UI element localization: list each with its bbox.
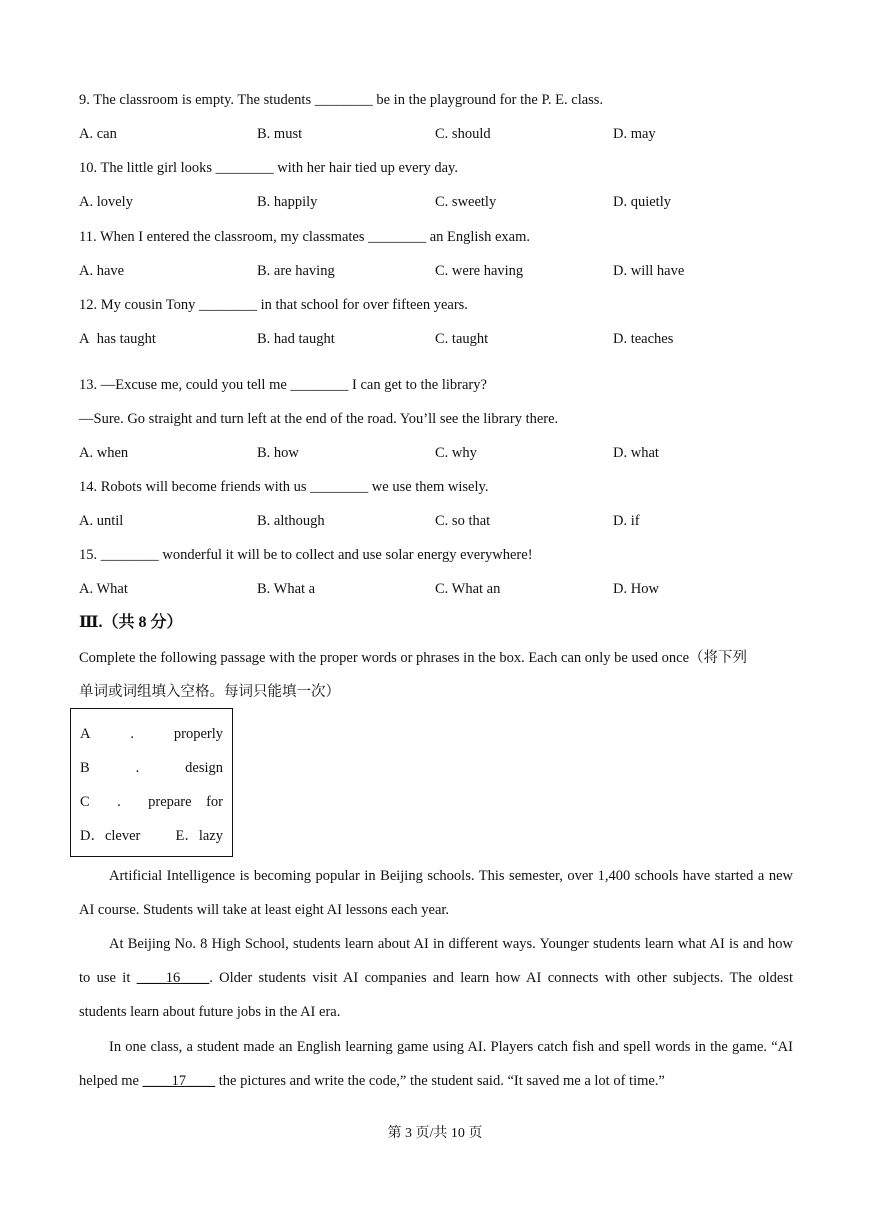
q9-option-c: C. should	[435, 126, 491, 142]
word-box-row-d-e	[80, 827, 223, 845]
blank-16: ____16____	[136, 970, 210, 986]
q14-option-a: A. until	[79, 513, 124, 529]
word-box-row-a	[80, 725, 223, 743]
q10-option-b: B. happily	[257, 194, 318, 210]
word-box-row-b	[80, 759, 223, 777]
q13-option-a: A. when	[79, 445, 129, 461]
q11-option-d: D. will have	[613, 263, 685, 279]
word-box-dot: .	[135, 760, 140, 776]
q13-option-d: D. what	[613, 445, 659, 461]
q9-option-d: D. may	[613, 126, 656, 142]
blank-17: ____17____	[142, 1073, 216, 1089]
passage-text: At Beijing No. 8 High School, students learn about AI in different ways. Younger students learn what AI is and how to use it	[79, 936, 793, 986]
q11-option-a: A. have	[79, 263, 125, 279]
word-box-dot: .	[130, 726, 134, 742]
q12-option-a: A has taught	[79, 331, 156, 347]
passage-paragraph-3	[79, 1030, 793, 1098]
q15-option-a: A. What	[79, 581, 128, 597]
passage-text: the pictures and write the code,” the student said. “It saved me a lot of time.”	[215, 1073, 665, 1089]
q14-option-b: B. although	[257, 513, 325, 529]
word-box-word: properly	[173, 726, 223, 742]
q10-option-d: D. quietly	[613, 194, 671, 210]
section-3-instruction-line-1: Complete the following passage with the proper words or phrases in the box. Each can only be used once（将下列	[79, 650, 748, 666]
q12-option-c: C. taught	[435, 331, 489, 347]
q9-option-a: A. can	[79, 126, 117, 142]
word-box-word: E．lazy	[175, 828, 223, 844]
word-box-row-c	[80, 793, 223, 811]
q14-option-d: D. if	[613, 513, 640, 529]
passage-text: . Older students visit AI companies and learn how AI connects with other subjects. The oldest students learn about future jobs in the AI era.	[79, 970, 793, 1020]
q15-option-d: D. How	[613, 581, 659, 597]
q13-option-b: B. how	[257, 445, 299, 461]
passage-paragraph-1: Artificial Intelligence is becoming popular in Beijing schools. This semester, over 1,400 schools have started a new AI course. Students will take at least eight AI lessons each year.	[79, 868, 793, 918]
question-15-stem: 15. ________ wonderful it will be to collect and use solar energy everywhere!	[79, 547, 533, 563]
passage-text: In one class, a student made an English learning game using AI. Players catch fish and spell words in the game. “AI helped me	[79, 1039, 793, 1089]
question-11-stem: 11. When I entered the classroom, my classmates ________ an English exam.	[79, 229, 531, 245]
q15-option-b: B. What a	[257, 581, 316, 597]
page-footer: 第 3 页/共 10 页	[387, 1126, 483, 1141]
q10-option-c: C. sweetly	[435, 194, 497, 210]
q12-option-b: B. had taught	[257, 331, 335, 347]
section-3-heading: Ⅲ.（共 8 分）	[79, 614, 183, 631]
question-9-stem: 9. The classroom is empty. The students ________ be in the playground for the P. E. class.	[79, 92, 604, 108]
passage-paragraph-2	[79, 927, 793, 1029]
q15-option-c: C. What an	[435, 581, 501, 597]
word-box	[70, 708, 233, 857]
q9-option-b: B. must	[257, 126, 303, 142]
word-box-word: design	[185, 760, 223, 776]
word-box-word: prepare for	[148, 794, 223, 810]
question-13-response: —Sure. Go straight and turn left at the end of the road. You’ll see the library there.	[79, 411, 559, 427]
q14-option-c: C. so that	[435, 513, 491, 529]
section-3-instruction-line-2: 单词或词组填入空格。每词只能填一次）	[79, 684, 340, 700]
word-box-letter: D．clever	[80, 828, 141, 844]
q11-option-b: B. are having	[257, 263, 335, 279]
word-box-letter: C	[80, 794, 90, 810]
word-box-letter: B	[80, 760, 90, 776]
q10-option-a: A. lovely	[79, 194, 133, 210]
question-14-stem: 14. Robots will become friends with us ________ we use them wisely.	[79, 479, 489, 495]
question-13-stem: 13. —Excuse me, could you tell me ________ I can get to the library?	[79, 377, 487, 393]
word-box-dot: .	[117, 794, 121, 810]
q12-option-d: D. teaches	[613, 331, 674, 347]
question-10-stem: 10. The little girl looks ________ with her hair tied up every day.	[79, 160, 458, 176]
question-12-stem: 12. My cousin Tony ________ in that school for over fifteen years.	[79, 297, 468, 313]
q13-option-c: C. why	[435, 445, 477, 461]
word-box-letter: A	[80, 726, 91, 742]
q11-option-c: C. were having	[435, 263, 524, 279]
